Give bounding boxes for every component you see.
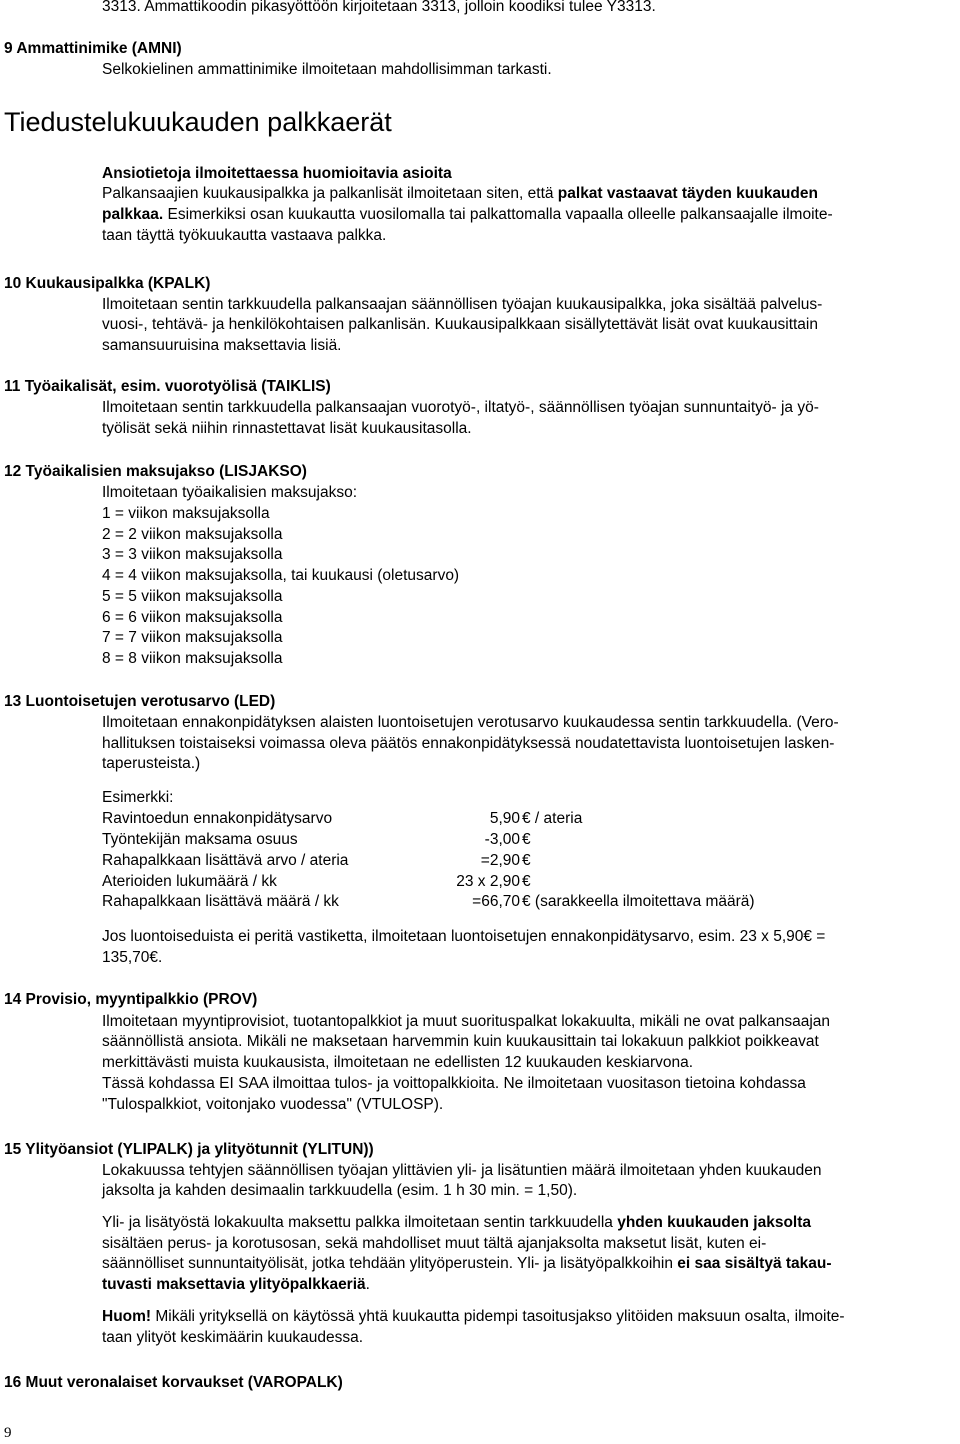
example-row-label: Ravintoedun ennakonpidätysarvo [102,810,333,827]
section-11-line: työlisät sekä niihin rinnastettavat lisät kuukausitasolla. [102,420,472,437]
section-10-line: Ilmoitetaan sentin tarkkuudella palkansaajan säännöllisen työajan kuukausipalkka, joka sisältää palvelus- [102,296,823,313]
example-row-label: Aterioiden lukumäärä / kk [102,873,277,890]
notes-line: Palkansaajien kuukausipalkka ja palkanlisät ilmoitetaan siten, että palkat vastaavat täyden kuukauden [102,185,818,202]
example-row-value: =2,90 [480,852,520,869]
section-14-line: merkittävästi muista kuukausista, ilmoitetaan ne edellisten 12 kuukauden keskiarvona. [102,1054,694,1071]
section-13-heading: 13 Luontoisetujen verotusarvo (LED) [4,693,276,710]
section-13-line: taperusteista.) [102,755,201,772]
option-item: 2 = 2 viikon maksujaksolla [102,526,283,543]
section-10-heading: 10 Kuukausipalkka (KPALK) [4,275,211,292]
option-item: 1 = viikon maksujaksolla [102,505,270,522]
option-item: 4 = 4 viikon maksujaksolla, tai kuukausi (oletusarvo) [102,567,460,584]
example-row-label: Rahapalkkaan lisättävä arvo / ateria [102,852,349,869]
example-row-value: -3,00 [484,831,520,848]
notes-line: taan täyttä työkuukautta vastaava palkka. [102,227,387,244]
section-13-line: Ilmoitetaan ennakonpidätyksen alaisten luontoisetujen verotusarvo kuukaudessa sentin tarkkuudella. (Vero- [102,714,839,731]
section-10-line: samansuuruisina maksettavia lisiä. [102,337,342,354]
section-15-line: sisältäen perus- ja korotusosan, sekä mahdolliset muut tältä ajanjaksolta maksetut lisät, kuten ei- [102,1235,767,1252]
section-15-line: Yli- ja lisätyöstä lokakuulta maksettu palkka ilmoitetaan sentin tarkkuudella yhden kuukauden jaksolta [102,1214,812,1231]
example-row-value: 5,90 [489,810,520,827]
section-13-line: hallituksen toistaiseksi voimassa oleva päätös ennakonpidätyksessä noudatettavista luontoisetujen lasken- [102,735,835,752]
section-11-heading: 11 Työaikalisät, esim. vuorotyölisä (TAIKLIS) [4,378,331,395]
page-number: 9 [4,1425,12,1441]
example-label: Esimerkki: [102,789,174,806]
section-15-note: Huom! Mikäli yrityksellä on käytössä yhtä kuukautta pidempi tasoitusjakso ylitöiden maksuun osalta, ilmoite- [102,1308,845,1325]
section-15-line: säännölliset sunnuntaityölisät, jotka tehdään ylityöperustein. Yli- ja lisätyöpalkkoihin ei saa sisältyä takau- [102,1255,832,1272]
example-row-label: Työntekijän maksama osuus [102,831,298,848]
option-item: 5 = 5 viikon maksujaksolla [102,588,283,605]
section-14-line: säännöllistä ansiota. Mikäli ne maksetaan harvemmin kuin kuukausittain tai lokakuun palkkiot poikkeavat [102,1033,819,1050]
option-item: 8 = 8 viikon maksujaksolla [102,650,283,667]
section-14-line: "Tulospalkkiot, voitonjako vuodessa" (VTULOSP). [102,1096,444,1113]
example-row-unit: € [522,831,531,848]
continued-text: 3313. Ammattikoodin pikasyöttöön kirjoitetaan 3313, jolloin koodiksi tulee Y3313. [102,0,656,15]
section-15-line: tuvasti maksettavia ylityöpalkkaeriä. [102,1276,370,1293]
example-row-unit: € [522,852,531,869]
section-12-intro: Ilmoitetaan työaikalisien maksujakso: [102,484,358,501]
example-row-unit: € [522,873,531,890]
section-10-line: vuosi-, tehtävä- ja henkilökohtaisen palkanlisän. Kuukausipalkkaan sisällytettävät lisät ovat kuukausittain [102,316,818,333]
section-14-line: Tässä kohdassa EI SAA ilmoittaa tulos- ja voittopalkkioita. Ne ilmoitetaan vuositason tietoina kohdassa [102,1075,806,1092]
example-row-unit: € / ateria [522,810,583,827]
notes-heading: Ansiotietoja ilmoitettaessa huomioitavia asioita [102,165,452,182]
section-15-heading: 15 Ylityöansiot (YLIPALK) ja ylityötunnit (YLITUN)) [4,1141,374,1158]
section-11-line: Ilmoitetaan sentin tarkkuudella palkansaajan vuorotyö-, iltatyö-, säännöllisen työajan sunnuntaityö- ja yö- [102,399,819,416]
section-14-heading: 14 Provisio, myyntipalkkio (PROV) [4,991,258,1008]
option-item: 6 = 6 viikon maksujaksolla [102,609,283,626]
example-row-value: 23 x 2,90 [456,873,520,890]
notes-line: palkkaa. Esimerkiksi osan kuukautta vuosilomalla tai palkattomalla vapaalla olleelle palkansaajalle ilmoite- [102,206,833,223]
section-12-heading: 12 Työaikalisien maksujakso (LISJAKSO) [4,463,307,480]
section-15-line: jaksolta ja kahden desimaalin tarkkuudella (esim. 1 h 30 min. = 1,50). [102,1182,578,1199]
example-row-label: Rahapalkkaan lisättävä määrä / kk [102,893,339,910]
option-item: 7 = 7 viikon maksujaksolla [102,629,283,646]
section-title: Tiedustelukuukauden palkkaerät [4,107,392,137]
example-row-value: =66,70 [472,893,520,910]
section-16-heading: 16 Muut veronalaiset korvaukset (VAROPALK) [4,1374,343,1391]
section-13-note: 135,70€. [102,949,163,966]
section-15-note: taan ylityöt keskimäärin kuukaudessa. [102,1329,364,1346]
section-14-line: Ilmoitetaan myyntiprovisiot, tuotantopalkkiot ja muut suorituspalkat lokakuulta, mikäli ne ovat palkansaajan [102,1013,831,1030]
option-item: 3 = 3 viikon maksujaksolla [102,546,283,563]
section-9-heading: 9 Ammattinimike (AMNI) [4,40,182,57]
example-row-unit: € (sarakkeella ilmoitettava määrä) [522,893,755,910]
section-9-text: Selkokielinen ammattinimike ilmoitetaan mahdollisimman tarkasti. [102,61,552,78]
section-13-note: Jos luontoiseduista ei peritä vastiketta, ilmoitetaan luontoisetujen ennakonpidätysarvo, esim. 23 x 5,90€ = [102,928,826,945]
section-15-line: Lokakuussa tehtyjen säännöllisen työajan ylittävien yli- ja lisätuntien määrä ilmoitetaan yhden kuukauden [102,1162,822,1179]
